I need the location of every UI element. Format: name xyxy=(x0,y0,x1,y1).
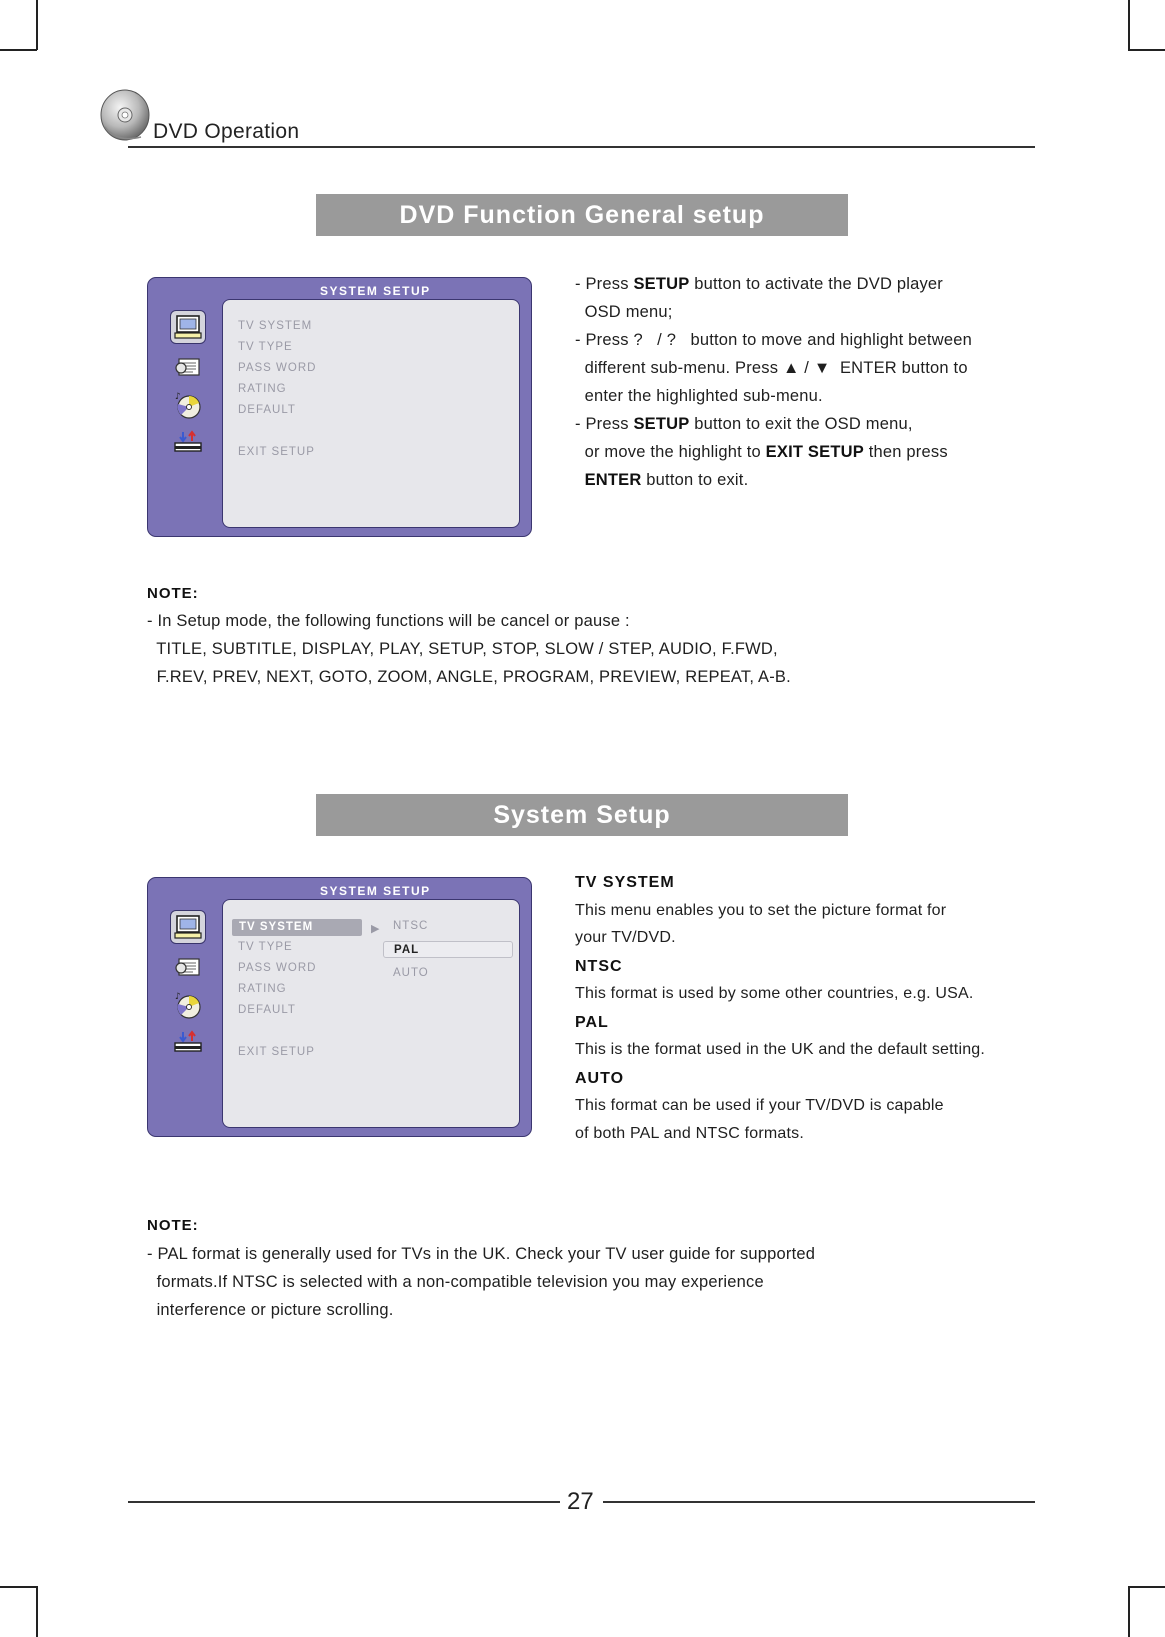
instruction-line: - Press ? / ? button to move and highlight between xyxy=(575,331,972,349)
instruction-line: - Press SETUP button to exit the OSD menu, xyxy=(575,415,913,433)
menu-item-exit-setup[interactable]: EXIT SETUP xyxy=(238,1046,315,1058)
crop-mark xyxy=(0,49,37,51)
menu-item-tv-type[interactable]: TV TYPE xyxy=(238,941,293,953)
crop-mark xyxy=(36,0,38,50)
note-line: interference or picture scrolling. xyxy=(147,1301,394,1319)
instruction-line: ENTER button to exit. xyxy=(584,471,749,489)
crop-mark xyxy=(0,1586,37,1588)
svg-text:♪: ♪ xyxy=(175,992,181,1002)
tv-system-heading: TV SYSTEM xyxy=(575,874,675,891)
option-auto[interactable]: AUTO xyxy=(393,967,429,979)
svg-text:♪: ♪ xyxy=(175,392,181,402)
instruction-line: enter the highlighted sub-menu. xyxy=(575,387,823,405)
crop-mark xyxy=(1128,1586,1130,1637)
menu-item-tv-system[interactable]: TV SYSTEM xyxy=(238,320,313,332)
crop-mark xyxy=(1128,1586,1165,1588)
footer-rule xyxy=(128,1501,560,1503)
option-pal[interactable]: PAL xyxy=(383,941,513,958)
instruction-line: or move the highlight to EXIT SETUP then press xyxy=(575,443,948,461)
description-line: of both PAL and NTSC formats. xyxy=(575,1125,805,1142)
submenu-arrow-icon: ▶ xyxy=(371,923,380,935)
pal-heading: PAL xyxy=(575,1014,609,1031)
menu-item-exit-setup[interactable]: EXIT SETUP xyxy=(238,446,315,458)
note-line: - In Setup mode, the following functions will be cancel or pause : xyxy=(147,612,630,630)
crop-mark xyxy=(1128,0,1130,50)
section-banner-general-setup: DVD Function General setup xyxy=(316,194,848,236)
disc-music-icon xyxy=(170,988,206,1022)
description-line: your TV/DVD. xyxy=(575,929,676,946)
speaker-arrows-icon xyxy=(170,426,206,460)
disc-music-icon xyxy=(170,388,206,422)
ntsc-heading: NTSC xyxy=(575,958,623,975)
note-title: NOTE: xyxy=(147,1217,199,1234)
description-line: This format can be used if your TV/DVD is capable xyxy=(575,1097,944,1114)
osd-screen-system xyxy=(147,877,532,1137)
crop-mark xyxy=(1128,49,1165,51)
note-line: TITLE, SUBTITLE, DISPLAY, PLAY, SETUP, STOP, SLOW / STEP, AUDIO, F.FWD, xyxy=(147,640,778,658)
header-rule xyxy=(128,146,1035,148)
disc-icon xyxy=(97,87,157,147)
footer-rule xyxy=(603,1501,1035,1503)
description-line: This format is used by some other countries, e.g. USA. xyxy=(575,985,974,1002)
lock-card-icon xyxy=(170,351,206,385)
page-number: 27 xyxy=(567,1488,594,1515)
menu-item-password[interactable]: PASS WORD xyxy=(238,362,317,374)
osd-title: SYSTEM SETUP xyxy=(320,284,431,298)
menu-item-password[interactable]: PASS WORD xyxy=(238,962,317,974)
speaker-arrows-icon xyxy=(170,1026,206,1060)
tv-monitor-icon xyxy=(170,910,206,944)
instruction-line: - Press SETUP button to activate the DVD player xyxy=(575,275,943,293)
tv-monitor-icon xyxy=(170,310,206,344)
description-line: This is the format used in the UK and the default setting. xyxy=(575,1041,986,1058)
note-line: F.REV, PREV, NEXT, GOTO, ZOOM, ANGLE, PROGRAM, PREVIEW, REPEAT, A-B. xyxy=(147,668,791,686)
crop-mark xyxy=(36,1586,38,1637)
down-arrow-icon: ▼ xyxy=(813,359,831,377)
instruction-line: OSD menu; xyxy=(575,303,673,321)
menu-item-default[interactable]: DEFAULT xyxy=(238,404,296,416)
osd-title: SYSTEM SETUP xyxy=(320,884,431,898)
note-line: - PAL format is generally used for TVs in the UK. Check your TV user guide for supported xyxy=(147,1245,816,1263)
section-banner-system-setup: System Setup xyxy=(316,794,848,836)
description-line: This menu enables you to set the picture format for xyxy=(575,902,947,919)
note-title: NOTE: xyxy=(147,585,199,602)
up-arrow-icon: ▲ xyxy=(782,359,800,377)
instruction-line: different sub-menu. Press ▲ / ▼ ENTER button to xyxy=(575,359,968,377)
note-line: formats.If NTSC is selected with a non-compatible television you may experience xyxy=(147,1273,764,1291)
lock-card-icon xyxy=(170,951,206,985)
option-ntsc[interactable]: NTSC xyxy=(393,920,429,932)
auto-heading: AUTO xyxy=(575,1070,625,1087)
menu-item-tv-type[interactable]: TV TYPE xyxy=(238,341,293,353)
menu-item-rating[interactable]: RATING xyxy=(238,383,287,395)
osd-screen-general xyxy=(147,277,532,537)
menu-item-tv-system[interactable]: TV SYSTEM xyxy=(232,919,362,936)
menu-item-default[interactable]: DEFAULT xyxy=(238,1004,296,1016)
page-header-title: DVD Operation xyxy=(153,120,300,143)
menu-item-rating[interactable]: RATING xyxy=(238,983,287,995)
